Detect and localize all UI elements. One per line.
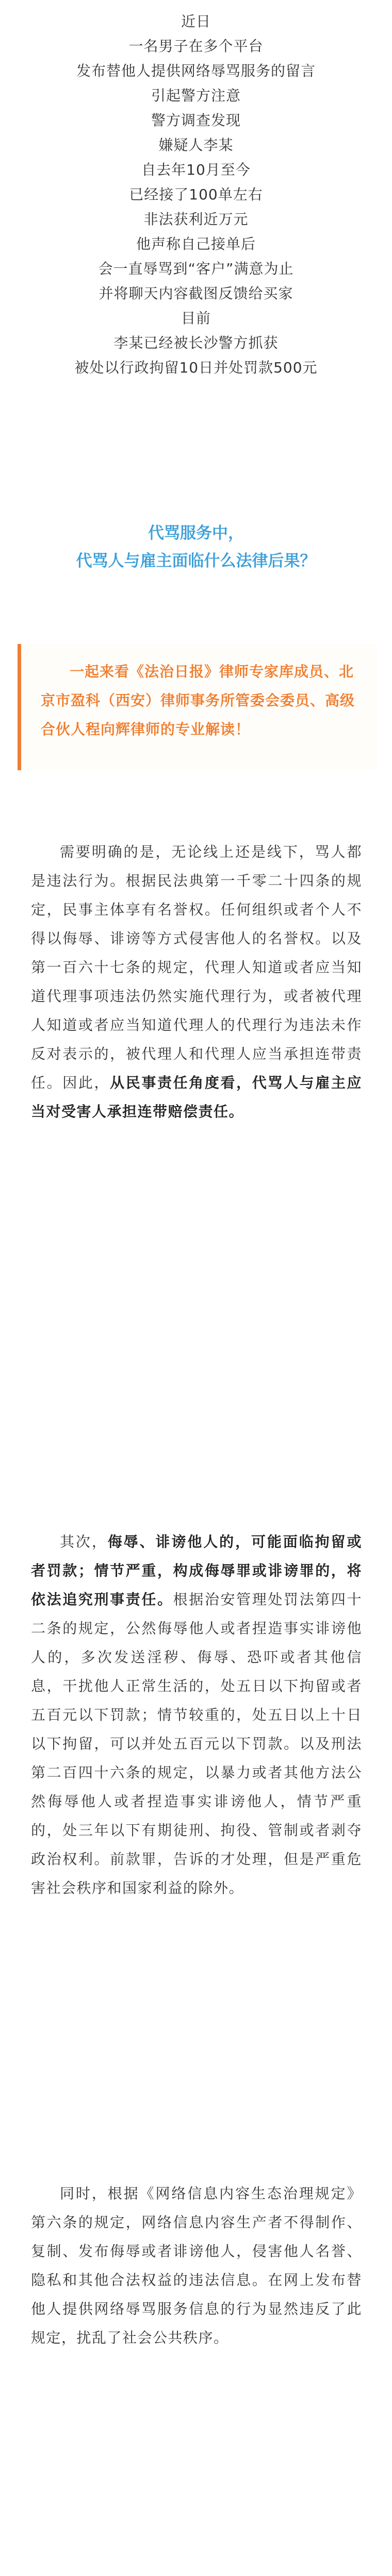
paragraph-text: 根据治安管理处罚法第四十二条的规定，公然侮辱他人或者捏造事实诽谤他人的，多次发送淫秽、侮辱、恐吓或者其他信息，干扰他人正常生活的，处五日以下拘留或者五百元以下罚款；情节较重的，处五日以上十日以下拘留，可以并处五百元以下罚款。以及刑法第二百四十六条的规定，以暴力或者其他方法公然侮辱他人或者捏造事实诽谤他人，情节严重的，处三年以下有期徒刑、拘役、管制或者剥夺政治权利。前款罪，告诉的才处理，但是严重危害社会秩序和国家利益的除外。: [31, 1591, 362, 1896]
paragraph-text: 其次，: [60, 1533, 108, 1550]
intro-line: 警方调查发现: [151, 112, 241, 129]
expert-callout: [18, 644, 377, 770]
intro-line: 一名男子在多个平台: [128, 38, 264, 55]
emphasis-text: 侮辱、诽谤他人的，可能面临拘留或者罚款；情节严重，构成侮辱罪或诽谤罪的，将依法追究刑事责任。: [31, 1533, 362, 1608]
intro-line: 嫌疑人李某: [158, 137, 234, 154]
body-paragraph: [31, 1528, 362, 1903]
intro-line: 他声称自己接单后: [136, 235, 256, 252]
expert-callout-text: 一起来看《法治日报》律师专家库成员、北京市盈科（西安）律师事务所管委会委员、高级合伙人程向辉律师的专业解读！: [41, 663, 355, 738]
emphasis-text: 从民事责任角度看，代骂人与雇主应当对受害人承担连带赔偿责任。: [31, 1074, 362, 1120]
paragraph-text: 需要明确的是，无论线上还是线下，骂人都是违法行为。根据民法典第一千零二十四条的规定，民事主体享有名誉权。任何组织或者个人不得以侮辱、诽谤等方式侵害他人的名誉权。以及第一百六十七条的规定，代理人知道或者应当知道代理事项违法仍然实施代理行为，或者被代理人知道或者应当知道代理人的代理行为违法未作反对表示的，被代理人和代理人应当承担连带责任。因此，: [31, 843, 362, 1091]
intro-line: 近日: [181, 13, 211, 30]
section-subhead: [0, 519, 392, 575]
intro-line: 被处以行政拘留10日并处罚款500元: [74, 359, 318, 376]
intro-line: 会一直辱骂到“客户”满意为止: [98, 260, 294, 277]
intro-line: 引起警方注意: [151, 87, 241, 104]
intro-line: 已经接了100单左右: [129, 186, 263, 203]
intro-line: 目前: [181, 310, 211, 327]
body-paragraph: [31, 2179, 362, 2352]
intro-line: 李某已经被长沙警方抓获: [113, 334, 279, 351]
subhead-line: 代骂服务中，: [148, 524, 244, 543]
body-paragraph: [31, 838, 362, 1126]
intro-line: 非法获利近万元: [143, 211, 249, 228]
subhead-line: 代骂人与雇主面临什么法律后果？: [76, 552, 316, 570]
intro-line: 自去年10月至今: [141, 161, 251, 178]
intro-line: 并将聊天内容截图反馈给买家: [99, 285, 293, 302]
paragraph-text: 同时，根据《网络信息内容生态治理规定》第六条的规定，网络信息内容生产者不得制作、复制、发布侮辱或者诽谤他人，侵害他人名誉、隐私和其他合法权益的违法信息。在网上发布替他人提供网络辱骂服务信息的行为显然违反了此规定，扰乱了社会公共秩序。: [31, 2185, 362, 2346]
intro-lines: [0, 9, 392, 380]
intro-line: 发布替他人提供网络辱骂服务的留言: [76, 62, 316, 79]
